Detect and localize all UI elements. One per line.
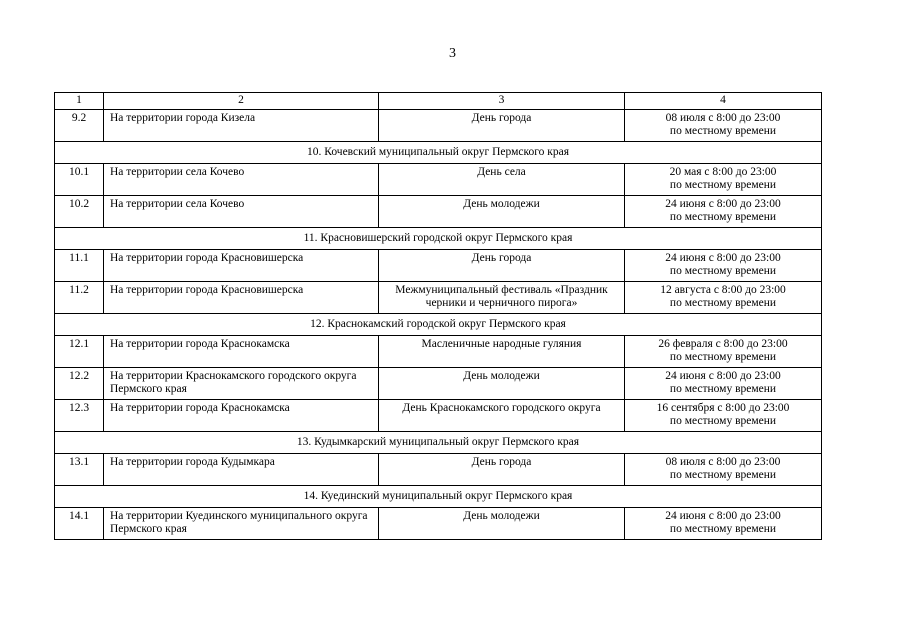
- time-line: по местному времени: [669, 469, 777, 481]
- time-line: 26 февраля с 8:00 до 23:00: [658, 338, 788, 350]
- table-row: [55, 196, 822, 228]
- table-row: [55, 282, 822, 314]
- row-place: На территории города Краснокамска: [104, 400, 379, 432]
- time-line: 24 июня с 8:00 до 23:00: [665, 198, 781, 210]
- section-title: 11. Красновишерский городской округ Пермского края: [55, 228, 822, 250]
- row-event: День города: [379, 454, 625, 486]
- table-row: [55, 336, 822, 368]
- time-line: 24 июня с 8:00 до 23:00: [665, 252, 781, 264]
- table-row: [55, 454, 822, 486]
- row-number: 9.2: [55, 110, 104, 142]
- time-line: по местному времени: [669, 351, 777, 363]
- row-event: День молодежи: [379, 368, 625, 400]
- table-row: [55, 250, 822, 282]
- section-row: [55, 314, 822, 336]
- table-row: [55, 400, 822, 432]
- section-title: 12. Краснокамский городской округ Пермского края: [55, 314, 822, 336]
- row-place: На территории города Кудымкара: [104, 454, 379, 486]
- row-time: [625, 196, 822, 228]
- row-time: [625, 110, 822, 142]
- section-title: 14. Куединский муниципальный округ Пермского края: [55, 486, 822, 508]
- section-row: [55, 432, 822, 454]
- column-header: 3: [379, 93, 625, 110]
- table-row: [55, 110, 822, 142]
- time-line: по местному времени: [669, 265, 777, 277]
- row-time: [625, 454, 822, 486]
- row-event: День Краснокамского городского округа: [379, 400, 625, 432]
- row-event: Масленичные народные гуляния: [379, 336, 625, 368]
- row-time: [625, 368, 822, 400]
- time-line: 20 мая с 8:00 до 23:00: [669, 166, 777, 178]
- table-row: [55, 368, 822, 400]
- section-row: [55, 228, 822, 250]
- time-line: по местному времени: [669, 383, 777, 395]
- row-place: На территории города Красновишерска: [104, 250, 379, 282]
- time-line: 08 июля с 8:00 до 23:00: [665, 112, 781, 124]
- row-number: 13.1: [55, 454, 104, 486]
- column-header: 1: [55, 93, 104, 110]
- row-place: На территории села Кочево: [104, 196, 379, 228]
- row-time: [625, 282, 822, 314]
- row-place: На территории города Кизела: [104, 110, 379, 142]
- row-number: 11.2: [55, 282, 104, 314]
- time-line: по местному времени: [669, 125, 777, 137]
- time-line: по местному времени: [669, 211, 777, 223]
- time-line: по местному времени: [669, 523, 777, 535]
- row-time: [625, 250, 822, 282]
- time-line: 08 июля с 8:00 до 23:00: [665, 456, 781, 468]
- row-place: На территории города Красновишерска: [104, 282, 379, 314]
- row-time: [625, 508, 822, 540]
- time-line: 16 сентября с 8:00 до 23:00: [656, 402, 790, 414]
- row-number: 11.1: [55, 250, 104, 282]
- row-event: День города: [379, 110, 625, 142]
- row-event: День молодежи: [379, 508, 625, 540]
- time-line: по местному времени: [669, 179, 777, 191]
- section-title: 10. Кочевский муниципальный округ Пермского края: [55, 142, 822, 164]
- section-title: 13. Кудымкарский муниципальный округ Пермского края: [55, 432, 822, 454]
- row-number: 14.1: [55, 508, 104, 540]
- row-number: 12.1: [55, 336, 104, 368]
- section-row: [55, 142, 822, 164]
- row-time: [625, 400, 822, 432]
- section-row: [55, 486, 822, 508]
- column-header: 2: [104, 93, 379, 110]
- row-event: День села: [379, 164, 625, 196]
- time-line: 24 июня с 8:00 до 23:00: [665, 370, 781, 382]
- events-table: [54, 92, 822, 540]
- time-line: по местному времени: [669, 415, 777, 427]
- row-place: На территории города Краснокамска: [104, 336, 379, 368]
- row-place: На территории Куединского муниципального округа Пермского края: [104, 508, 379, 540]
- row-event: День города: [379, 250, 625, 282]
- row-time: [625, 164, 822, 196]
- row-number: 10.1: [55, 164, 104, 196]
- row-number: 10.2: [55, 196, 104, 228]
- row-place: На территории Краснокамского городского округа Пермского края: [104, 368, 379, 400]
- time-line: 24 июня с 8:00 до 23:00: [665, 510, 781, 522]
- page-number: 3: [449, 46, 456, 61]
- time-line: по местному времени: [669, 297, 777, 309]
- table-header-row: [55, 93, 822, 110]
- row-event: День молодежи: [379, 196, 625, 228]
- row-event: Межмуниципальный фестиваль «Праздник черники и черничного пирога»: [379, 282, 625, 314]
- row-number: 12.3: [55, 400, 104, 432]
- time-line: 12 августа с 8:00 до 23:00: [660, 284, 786, 296]
- table-row: [55, 164, 822, 196]
- row-time: [625, 336, 822, 368]
- row-place: На территории села Кочево: [104, 164, 379, 196]
- table-row: [55, 508, 822, 540]
- column-header: 4: [625, 93, 822, 110]
- row-number: 12.2: [55, 368, 104, 400]
